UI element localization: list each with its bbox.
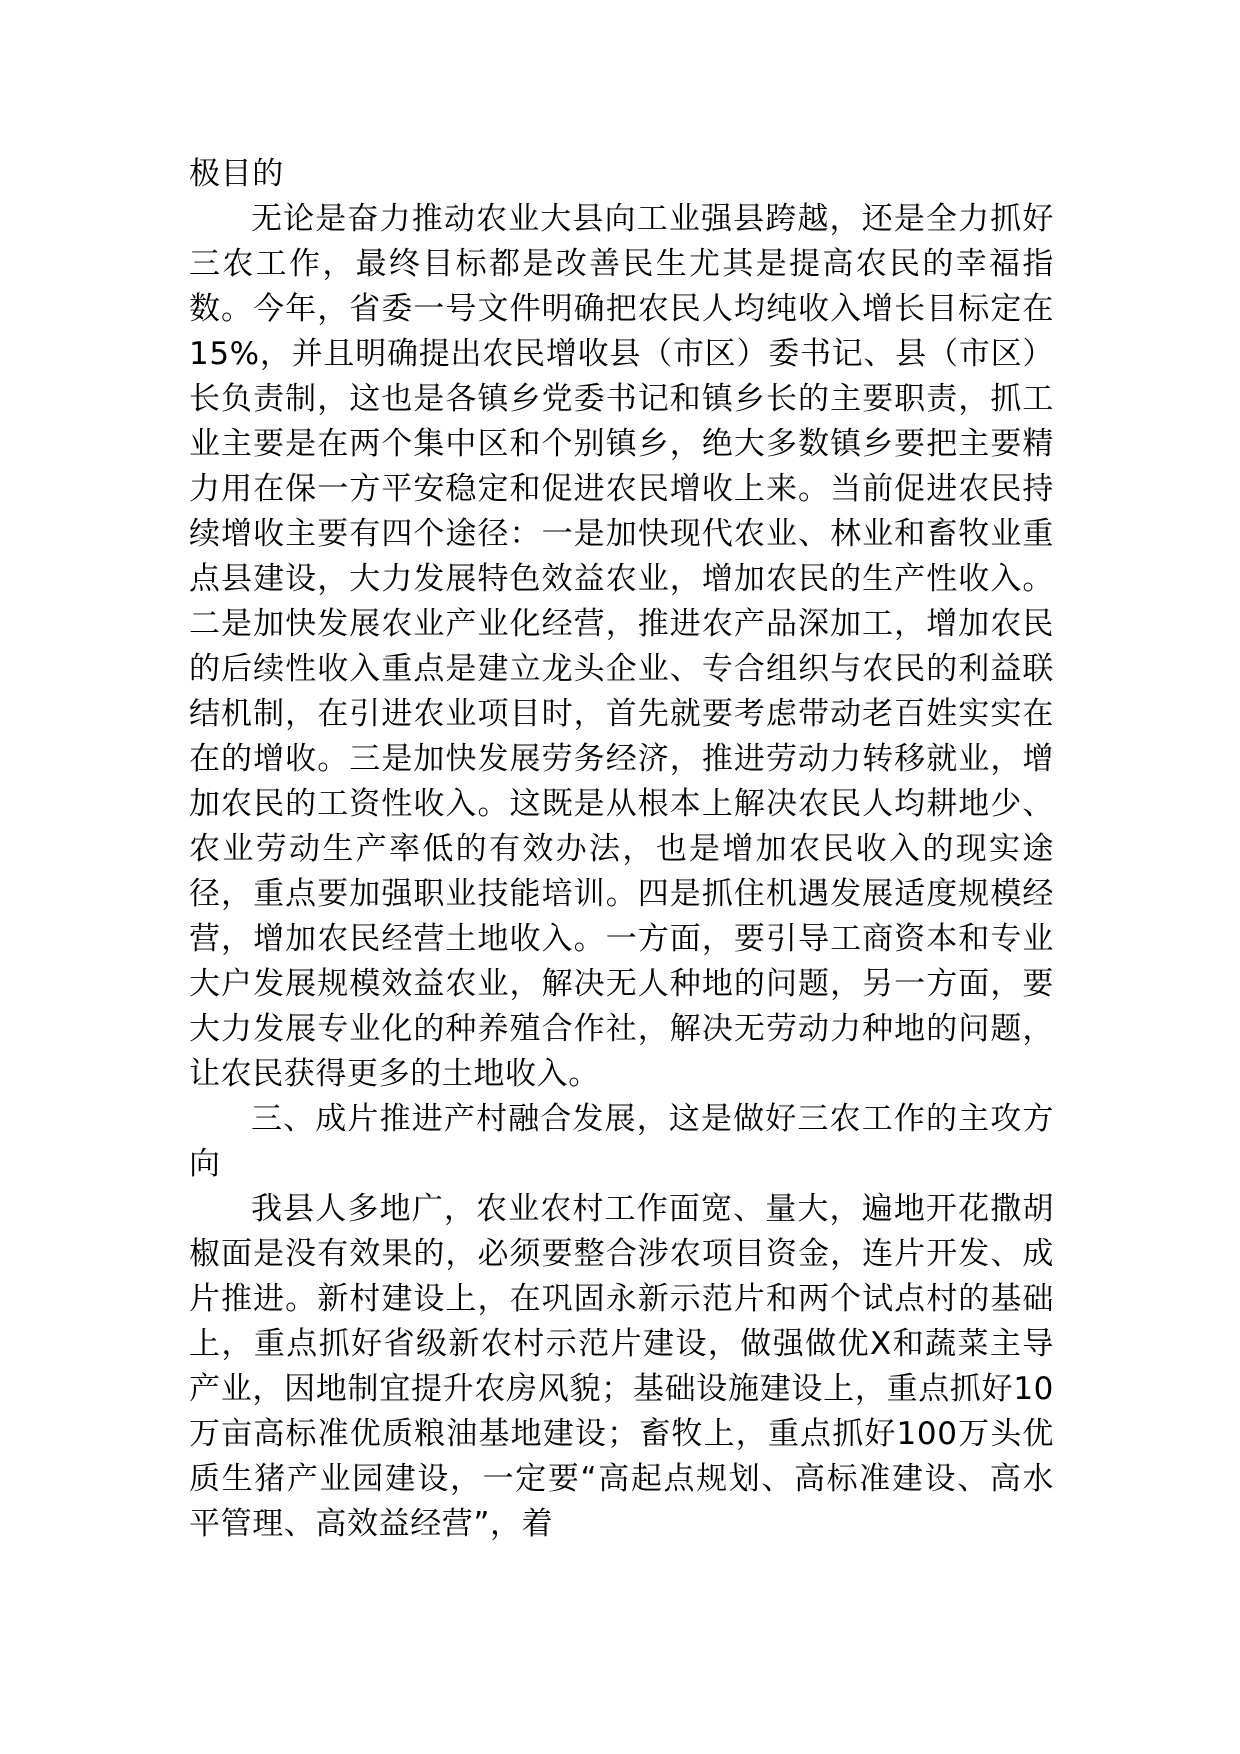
section-heading-three: 三、成片推进产村融合发展，这是做好三农工作的主攻方向	[189, 1101, 1054, 1182]
paragraph-farmer-income: 无论是奋力推动农业大县向工业强县跨越，还是全力抓好三农工作，最终目标都是改善民生尤其是提高农民的幸福指数。今年，省委一号文件明确把农民人均纯收入增长目标定在15%，并且明确提出农民增收县（市区）委书记、县（市区）长负责制，这也是各镇乡党委书记和镇乡长的主要职责，抓工业主要是在两个集中区和个别镇乡，绝大多数镇乡要把主要精力用在保一方平安稳定和促进农民增收上来。当前促进农民持续增收主要有四个途径：一是加快现代农业、林业和畜牧业重点县建设，大力发展特色效益农业，增加农民的生产性收入。二是加快发展农业产业化经营，推进农产品深加工，增加农民的后续性收入重点是建立龙头企业、专合组织与农民的利益联结机制，在引进农业项目时，首先就要考虑带动老百姓实实在在的增收。三是加快发展劳务经济，推进劳动力转移就业，增加农民的工资性收入。这既是从根本上解决农民人均耕地少、农业劳动生产率低的有效办法，也是增加农民收入的现实途径，重点要加强职业技能培训。四是抓住机遇发展适度规模经营，增加农民经营土地收入。一方面，要引导工商资本和专业大户发展规模效益农业，解决无人种地的问题，另一方面，要大力发展专业化的种养殖合作社，解决无劳动力种地的问题，让农民获得更多的土地收入。	[189, 201, 1054, 1092]
paragraph-contiguous-development: 我县人多地广，农业农村工作面宽、量大，遍地开花撒胡椒面是没有效果的，必须要整合涉农项目资金，连片开发、成片推进。新村建设上，在巩固永新示范片和两个试点村的基础上，重点抓好省级新农村示范片建设，做强做优X和蔬菜主导产业，因地制宜提升农房风貌；基础设施建设上，重点抓好10万亩高标准优质粮油基地建设；畜牧上，重点抓好100万头优质生猪产业园建设，一定要“高起点规划、高标准建设、高水平管理、高效益经营”，着	[189, 1191, 1054, 1542]
paragraph-continuation: 极目的	[189, 156, 284, 192]
document-body	[189, 152, 1054, 1547]
